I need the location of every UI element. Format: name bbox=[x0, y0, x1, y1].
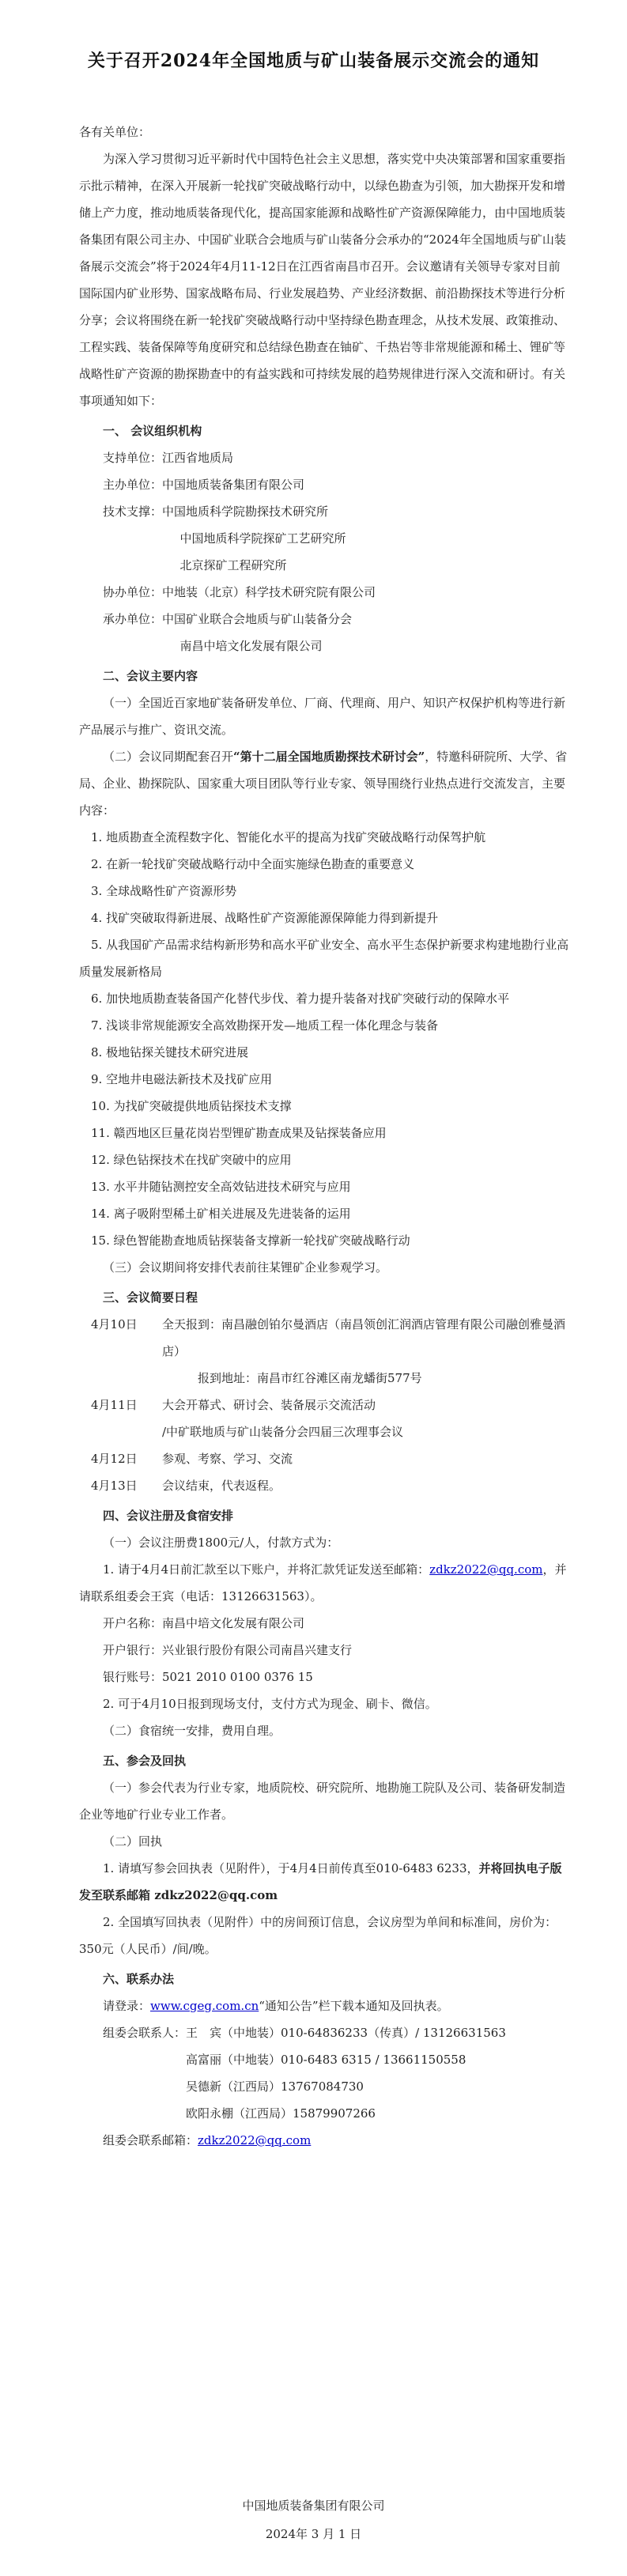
email-link[interactable]: zdkz2022@qq.com bbox=[429, 1562, 543, 1577]
topic-item: 4. 找矿突破取得新进展、战略性矿产资源能源保障能力得到新提升 bbox=[91, 911, 439, 925]
contact-row: 吴德新（江西局）13767084730 bbox=[186, 2079, 364, 2094]
topic-item: 5. 从我国矿产品需求结构新形势和高水平矿业安全、高水平生态保护新要求构建地勘行业高质量发展新格局 bbox=[79, 938, 569, 979]
salutation: 各有关单位： bbox=[79, 125, 151, 139]
signature-date: 2024年 3 月 1 日 bbox=[265, 2527, 362, 2541]
schedule-row: 4月12日 参观、考察、学习、交流 bbox=[91, 1452, 293, 1466]
topic-item: 12. 绿色钻探技术在找矿突破中的应用 bbox=[91, 1153, 292, 1167]
host-row: 主办单位： 中国地质装备集团有限公司 bbox=[103, 478, 305, 492]
section-2-p2: （二）会议同期配套召开“第十二届全国地质勘探技术研讨会”，特邀科研院所、大学、省局、企业、勘探院队、国家重大项目团队等行业专家、领导围绕行业热点进行交流发言，主要内容： bbox=[79, 750, 568, 818]
section-5-p1: （一）参会代表为行业专家，地质院校、研究院所、地勘施工院队及公司、装备研发制造企业等地矿行业专业工作者。 bbox=[79, 1781, 566, 1822]
tech-row-3: 北京探矿工程研究所 bbox=[179, 558, 287, 572]
payment-1: 1. 请于4月4日前汇款至以下账户，并将汇款凭证发送至邮箱：zdkz2022@qq.com，并请联系组委会王宾（电话：13126631563）。 bbox=[79, 1562, 567, 1603]
schedule-row-cont: /中矿联地质与矿山装备分会四届三次理事会议 bbox=[162, 1425, 404, 1439]
section-5-heading: 五、参会及回执 bbox=[103, 1754, 187, 1768]
account-name: 开户名称：南昌中培文化发展有限公司 bbox=[103, 1616, 305, 1630]
section-6-heading: 六、联系办法 bbox=[103, 1972, 175, 1986]
schedule-row: 4月13日 会议结束，代表返程。 bbox=[91, 1479, 281, 1493]
food-text: （二）食宿统一安排，费用自理。 bbox=[103, 1724, 281, 1738]
topic-item: 3. 全球战略性矿产资源形势 bbox=[91, 884, 237, 898]
bank-name: 开户银行：兴业银行股份有限公司南昌兴建支行 bbox=[103, 1643, 353, 1657]
section-4-heading: 四、会议注册及食宿安排 bbox=[103, 1509, 234, 1523]
signature-org: 中国地质装备集团有限公司 bbox=[242, 2499, 385, 2513]
topic-item: 9. 空地井电磁法新技术及找矿应用 bbox=[91, 1072, 273, 1086]
receipt-1: 1. 请填写参会回执表（见附件），于4月4日前传真至010-6483 6233，并将回执电子版发至联系邮箱 zdkz2022@qq.com bbox=[79, 1861, 562, 1902]
account-number: 银行账号：5021 2010 0100 0376 15 bbox=[103, 1670, 313, 1684]
contact-row: 欧阳永棚（江西局）15879907266 bbox=[186, 2106, 376, 2121]
section-2-p3: （三）会议期间将安排代表前往某锂矿企业参观学习。 bbox=[103, 1260, 388, 1275]
schedule-row: 4月11日 大会开幕式、研讨会、装备展示交流活动 bbox=[91, 1398, 376, 1412]
intro-paragraph: 为深入学习贯彻习近平新时代中国特色社会主义思想，落实党中央决策部署和国家重要指示批示精神，在深入开展新一轮找矿突破战略行动中，以绿色勘查为引领，加大勘探开发和增储上产力度，推动地质装备现代化，提高国家能源和战略性矿产资源保障能力，由中国地质装备集团有限公司主办、中国矿业联合会地质与矿山装备分会承办的“2024年全国地质与矿山装备展示交流会”将于2024年4月11-12日在江西省南昌市召开。会议邀请有关领导专家对目前国际国内矿业形势、国家战略布局、行业发展趋势、产业经济数据、前沿勘探技术等进行分析分享；会议将围绕在新一轮找矿突破战略行动中坚持绿色勘查理念，从技术发展、政策推动、工程实践、装备保障等角度研究和总结绿色勘查在铀矿、千热岩等非常规能源和稀土、锂矿等战略性矿产资源的勘探勘查中的有益实践和可持续发展的趋势规律进行深入交流和研讨。有关事项通知如下： bbox=[79, 152, 566, 408]
topic-item: 2. 在新一轮找矿突破战略行动中全面实施绿色勘查的重要意义 bbox=[91, 857, 415, 871]
organizer-row-2: 南昌中培文化发展有限公司 bbox=[179, 639, 323, 653]
topic-item: 13. 水平井随钻测控安全高效钻进技术研究与应用 bbox=[91, 1180, 351, 1194]
topic-item: 10. 为找矿突破提供地质钻探技术支撑 bbox=[91, 1099, 292, 1113]
topic-list bbox=[79, 824, 569, 1254]
schedule-row: 4月10日 全天报到：南昌融创铂尔曼酒店（南昌领创汇润酒店管理有限公司融创雅曼酒店） bbox=[91, 1317, 566, 1358]
contact-row: 组委会联系人： 王 宾（中地装）010-64836233（传真）/ 13126631563 bbox=[103, 2026, 506, 2040]
login-line: 请登录：www.cgeg.com.cn“通知公告”栏下载本通知及回执表。 bbox=[103, 1999, 449, 2013]
section-2-heading: 二、会议主要内容 bbox=[103, 669, 198, 683]
organizer-row: 承办单位： 中国矿业联合会地质与矿山装备分会 bbox=[103, 612, 353, 626]
schedule-address: 报到地址：南昌市红谷滩区南龙蟠街577号 bbox=[198, 1371, 422, 1385]
contact-email-line: 组委会联系邮箱：zdkz2022@qq.com bbox=[103, 2133, 312, 2147]
co-row: 协办单位： 中地装（北京）科学技术研究院有限公司 bbox=[103, 585, 376, 599]
section-2-p1: （一）全国近百家地矿装备研发单位、厂商、代理商、用户、知识产权保护机构等进行新产品展示与推广、资讯交流。 bbox=[79, 696, 566, 737]
section-3-heading: 三、会议简要日程 bbox=[103, 1290, 198, 1305]
topic-item: 6. 加快地质勘查装备国产化替代步伐、着力提升装备对找矿突破行动的保障水平 bbox=[91, 991, 510, 1006]
topic-item: 7. 浅谈非常规能源安全高效勘探开发—地质工程一体化理念与装备 bbox=[91, 1018, 439, 1033]
payment-2: 2. 可于4月10日报到现场支付，支付方式为现金、刷卡、微信。 bbox=[103, 1697, 437, 1711]
receipt-2: 2. 全国填写回执表（见附件）中的房间预订信息，会议房型为单间和标准间，房价为：350元（人民币）/间/晚。 bbox=[79, 1915, 557, 1956]
topic-item: 11. 赣西地区巨量花岗岩型锂矿勘查成果及钻探装备应用 bbox=[91, 1126, 387, 1140]
document-body bbox=[79, 111, 569, 2154]
contact-row: 高富丽（中地装）010-6483 6315 / 13661150558 bbox=[186, 2053, 466, 2067]
topic-item: 14. 离子吸附型稀土矿相关进展及先进装备的运用 bbox=[91, 1207, 351, 1221]
tech-row: 技术支撑： 中国地质科学院勘探技术研究所 bbox=[103, 504, 329, 519]
topic-item: 15. 绿色智能勘查地质钻探装备支撑新一轮找矿突破战略行动 bbox=[91, 1233, 410, 1248]
contact-email-link[interactable]: zdkz2022@qq.com bbox=[198, 2133, 312, 2147]
fee-text: （一）会议注册费1800元/人，付款方式为： bbox=[103, 1535, 339, 1550]
topic-item: 1. 地质勘查全流程数字化、智能化水平的提高为找矿突破战略行动保驾护航 bbox=[91, 830, 486, 844]
tech-row-2: 中国地质科学院探矿工艺研究所 bbox=[179, 531, 346, 546]
topic-item: 8. 极地钻探关键技术研究进展 bbox=[91, 1045, 249, 1059]
support-row: 支持单位： 江西省地质局 bbox=[103, 451, 234, 465]
section-1-heading: 一、 会议组织机构 bbox=[103, 424, 202, 438]
section-5-p2: （二）回执 bbox=[103, 1834, 163, 1849]
document-title: 关于召开2024年全国地质与矿山装备展示交流会的通知 bbox=[87, 51, 540, 71]
website-link[interactable]: www.cgeg.com.cn bbox=[150, 1999, 259, 2013]
